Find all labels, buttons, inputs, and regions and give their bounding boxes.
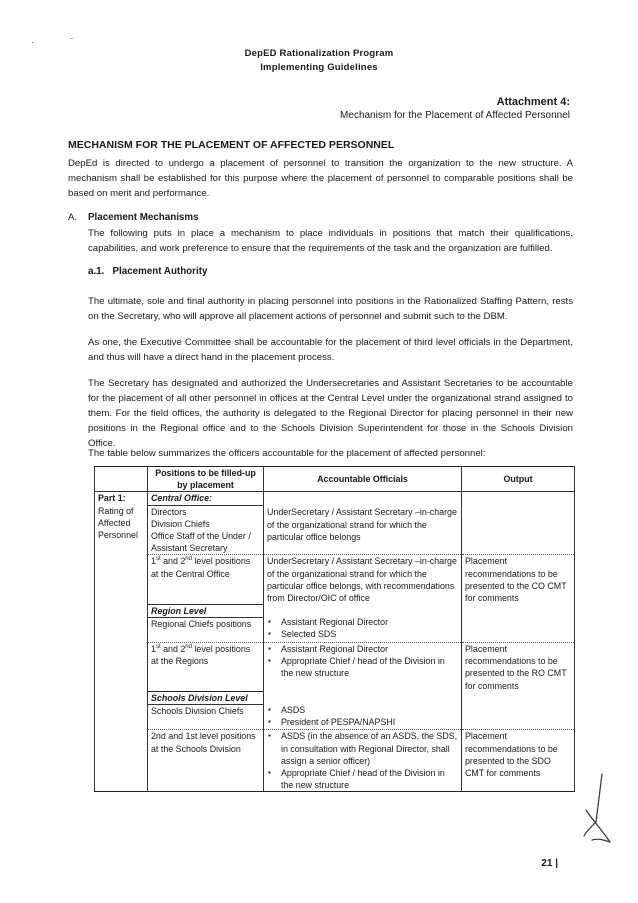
header-positions: Positions to be filled-up by placement: [148, 467, 264, 492]
central-officials-1: UnderSecretary / Assistant Secretary –in-charge of the organizational strand for which the particular office belongs: [264, 492, 462, 555]
subsection-heading: a.1. Placement Authority: [88, 266, 208, 277]
part-cell: [95, 492, 148, 730]
ordinal-2: and 2: [163, 556, 186, 567]
page-title: MECHANISM FOR THE PLACEMENT OF AFFECTED PERSONNEL: [68, 139, 395, 151]
sdo-output-2: Placement recommendations to be presented to the SDO CMT for comments: [462, 730, 575, 792]
sdo-output-1: [462, 692, 575, 730]
ordinal-suffix-nd: nd: [185, 556, 192, 563]
handwritten-initials: [580, 770, 616, 848]
positions-text: level positions at the Regions: [151, 643, 251, 667]
attachment-title: Mechanism for the Placement of Affected Personnel: [340, 110, 570, 121]
sdo-officials-2: [264, 730, 462, 792]
sdo-positions-2: 2nd and 1st level positions at the Schools Division: [148, 730, 264, 792]
table-row: [95, 692, 575, 705]
header-empty-cell: [95, 467, 148, 492]
header-output: Output: [462, 467, 575, 492]
part-description: Rating of Affected Personnel: [98, 505, 138, 541]
region-positions-2: [148, 642, 264, 691]
scan-speck: [32, 42, 34, 43]
table-row: [95, 604, 575, 617]
central-office-label: Central Office:: [148, 492, 264, 505]
region-officials-1: [264, 604, 462, 642]
page-number: 21 |: [541, 858, 558, 869]
region-level-label: Region Level: [148, 604, 264, 617]
table-intro: The table below summarizes the officers accountable for the placement of affected personnel:: [88, 448, 486, 459]
program-title: DepED Rationalization Program: [244, 48, 394, 59]
central-output-2: Placement recommendations to be presented to the CO CMT for comments: [462, 555, 575, 604]
ordinal-suffix-st: st: [155, 556, 161, 563]
region-officials-2: [264, 642, 462, 691]
list-item: ▪ Appropriate Chief / head of the Division in the new structure: [281, 655, 458, 679]
table-row: [95, 642, 575, 691]
list-item: ▪ ASDS (in the absence of an ASDS, the SDS, in consultation with Regional Director, shall assign a senior officer): [281, 730, 458, 767]
central-positions-2: [148, 555, 264, 604]
region-positions-1: Regional Chiefs positions: [148, 617, 264, 642]
list-item: ▪ ASDS: [281, 704, 458, 716]
table-row: [95, 730, 575, 792]
central-output-1: [462, 492, 575, 555]
intro-paragraph: DepEd is directed to undergo a placement of personnel to transition the organization to the new structure. A mechanism shall be established for this purpose where the placement of personnel to comparable positions shall be based on merit and performance.: [68, 158, 573, 199]
guidelines-title: Implementing Guidelines: [260, 62, 378, 73]
header-officials: Accountable Officials: [264, 467, 462, 492]
table-header-row: [95, 467, 575, 492]
section-a-text: The following puts in place a mechanism to place individuals in positions that match their qualifications, capabilities, and work preference to ensure that the requirements of the task and the organization are fulfilled.: [88, 228, 573, 254]
section-a-heading: Placement Mechanisms: [88, 212, 199, 223]
region-output-1: [462, 604, 575, 642]
ordinal-1: 1: [151, 556, 156, 567]
placement-table: [94, 466, 575, 792]
ordinal-suffix-st: st: [155, 643, 161, 650]
list-item: ▪ Appropriate Chief / head of the Division in the new structure: [281, 767, 458, 791]
section-a-letter: A.: [68, 212, 78, 223]
scan-speck: [70, 38, 73, 39]
ordinal-1: 1: [151, 643, 156, 654]
ordinal-suffix-nd: nd: [185, 643, 192, 650]
region-output-2: Placement recommendations to be presented to the RO CMT for comments: [462, 642, 575, 691]
part-label: Part 1:: [98, 493, 126, 504]
sdo-positions-1: Schools Division Chiefs: [148, 705, 264, 730]
authority-paragraph: The ultimate, sole and final authority in placing personnel into positions in the Rationalized Staffing Pattern, rests on the Secretary, who will approve all placement actions of personnel and submit such to the DBM.: [88, 296, 573, 322]
central-officials-2: UnderSecretary / Assistant Secretary –in-charge of the organizational strand for which the particular office belongs, with recommendations from Director/OIC of office: [264, 555, 462, 604]
ordinal-2: and 2: [163, 643, 186, 654]
list-item: ▪ President of PESPA/NAPSHI: [281, 716, 458, 728]
table-row: [95, 492, 575, 505]
table-row: [95, 555, 575, 604]
attachment-label: Attachment 4:: [496, 96, 570, 108]
positions-text: level positions at the Central Office: [151, 556, 251, 579]
sdo-officials-1: [264, 692, 462, 730]
part-cell-end: [95, 730, 148, 792]
sdo-level-label: Schools Division Level: [148, 692, 264, 705]
list-item: ▪ Assistant Regional Director: [281, 643, 458, 655]
delegation-paragraph: The Secretary has designated and authorized the Undersecretaries and Assistant Secretaries to be accountable for the placement of all other personnel in offices at the Central Level under the organizational strand assigned to them. For the field offices, the authority is delegated to the Regional Director for placing personnel in their new positions in the Regional office and to the Schools Division Superintendent for those in the Schools Division Office.: [88, 378, 573, 449]
execom-paragraph: As one, the Executive Committee shall be accountable for the placement of third level officials in the Department, and thus will have a direct hand in the placement process.: [88, 337, 573, 363]
central-positions-1: Directors Division Chiefs Office Staff of the Under / Assistant Secretary: [148, 505, 264, 555]
list-item: ▪ Selected SDS: [281, 628, 458, 640]
list-item: ▪ Assistant Regional Director: [281, 616, 458, 628]
